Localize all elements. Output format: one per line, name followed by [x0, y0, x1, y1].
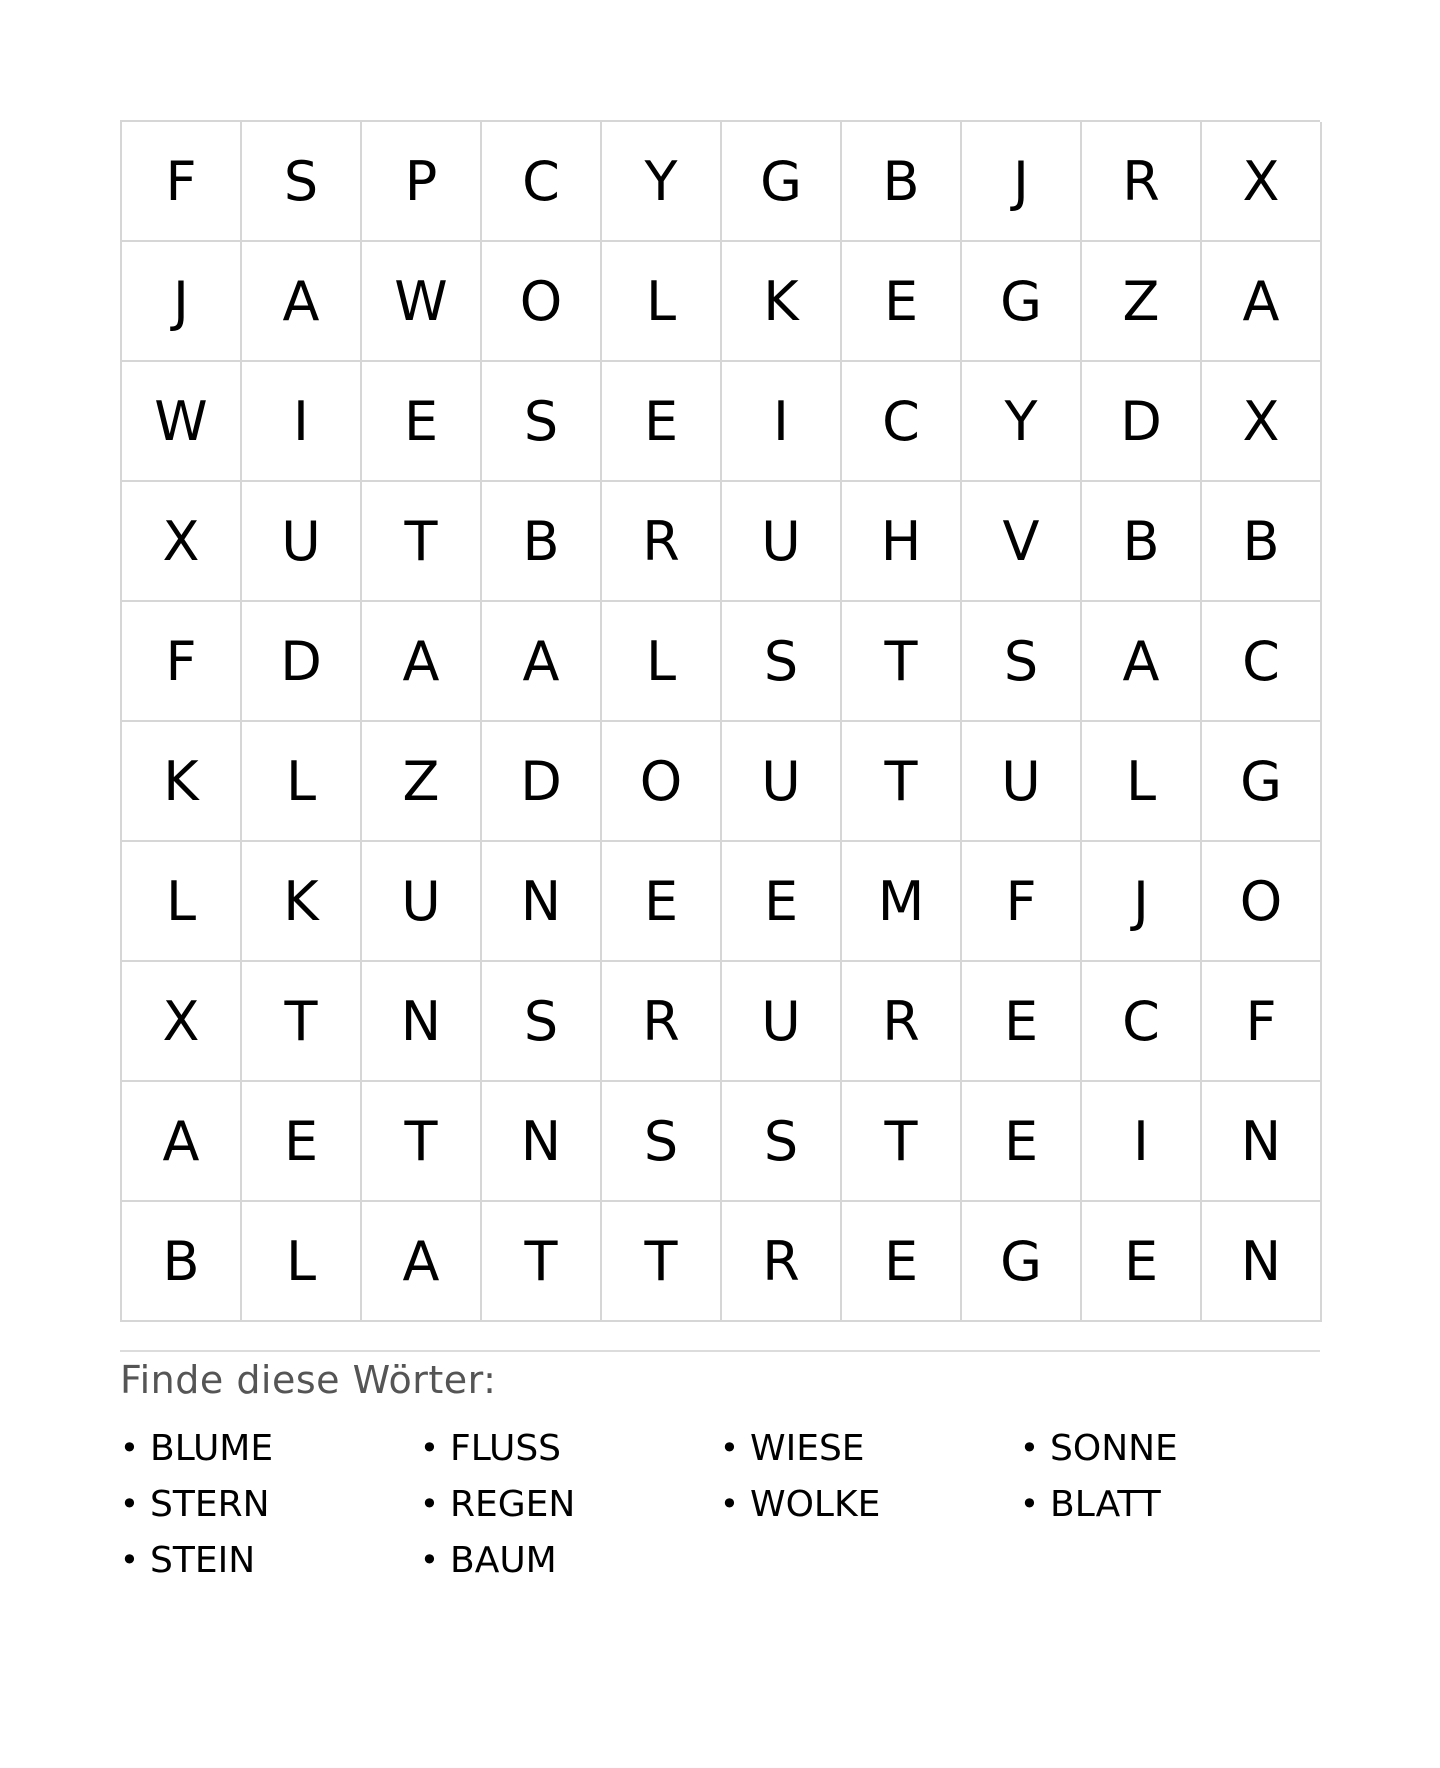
bullet-icon: •: [420, 1429, 439, 1467]
grid-cell[interactable]: B: [482, 482, 602, 602]
grid-cell[interactable]: T: [242, 962, 362, 1082]
grid-cell[interactable]: C: [482, 122, 602, 242]
word-label: BAUM: [450, 1539, 557, 1581]
grid-cell[interactable]: U: [722, 482, 842, 602]
grid-cell[interactable]: J: [122, 242, 242, 362]
word-label: BLATT: [1050, 1483, 1161, 1525]
bullet-icon: •: [120, 1541, 139, 1579]
bullet-icon: •: [1020, 1485, 1039, 1523]
grid-cell[interactable]: E: [242, 1082, 362, 1202]
grid-cell[interactable]: S: [602, 1082, 722, 1202]
grid-cell[interactable]: P: [362, 122, 482, 242]
bullet-icon: •: [420, 1541, 439, 1579]
grid-cell[interactable]: O: [602, 722, 722, 842]
grid-cell[interactable]: I: [242, 362, 362, 482]
word-list-item: [420, 1420, 720, 1476]
grid-cell[interactable]: A: [1082, 602, 1202, 722]
word-list-item: [720, 1476, 1020, 1532]
grid-cell[interactable]: N: [362, 962, 482, 1082]
grid-cell[interactable]: X: [122, 962, 242, 1082]
grid-cell[interactable]: X: [1202, 362, 1322, 482]
grid-cell[interactable]: G: [722, 122, 842, 242]
grid-cell[interactable]: Z: [1082, 242, 1202, 362]
grid-cell[interactable]: S: [722, 602, 842, 722]
grid-cell[interactable]: E: [962, 962, 1082, 1082]
grid-cell[interactable]: E: [1082, 1202, 1202, 1322]
grid-cell[interactable]: N: [482, 1082, 602, 1202]
grid-cell[interactable]: L: [242, 722, 362, 842]
grid-cell[interactable]: S: [242, 122, 362, 242]
grid-cell[interactable]: G: [962, 1202, 1082, 1322]
word-search-puzzle: [120, 120, 1320, 1588]
grid-cell[interactable]: L: [602, 602, 722, 722]
word-list-item: [420, 1476, 720, 1532]
word-label: SONNE: [1050, 1427, 1178, 1469]
grid-cell[interactable]: O: [482, 242, 602, 362]
grid-cell[interactable]: G: [1202, 722, 1322, 842]
bullet-icon: •: [1020, 1429, 1039, 1467]
grid-cell[interactable]: A: [362, 602, 482, 722]
grid-cell[interactable]: X: [1202, 122, 1322, 242]
word-list-item: [720, 1420, 1020, 1476]
word-label: WOLKE: [750, 1483, 881, 1525]
word-list-item: [420, 1532, 720, 1588]
bullet-icon: •: [120, 1485, 139, 1523]
grid-cell[interactable]: Z: [362, 722, 482, 842]
grid-cell[interactable]: R: [722, 1202, 842, 1322]
grid-cell[interactable]: T: [842, 722, 962, 842]
grid-cell[interactable]: E: [602, 362, 722, 482]
grid-cell[interactable]: Y: [602, 122, 722, 242]
grid-cell[interactable]: I: [1082, 1082, 1202, 1202]
word-list-item: [120, 1420, 420, 1476]
grid-cell[interactable]: L: [122, 842, 242, 962]
grid-cell[interactable]: S: [962, 602, 1082, 722]
grid-cell[interactable]: S: [482, 362, 602, 482]
grid-cell[interactable]: Y: [962, 362, 1082, 482]
bullet-icon: •: [120, 1429, 139, 1467]
grid-cell[interactable]: W: [122, 362, 242, 482]
grid-cell[interactable]: W: [362, 242, 482, 362]
grid-cell[interactable]: E: [722, 842, 842, 962]
grid-cell[interactable]: U: [722, 722, 842, 842]
grid-cell[interactable]: T: [842, 602, 962, 722]
grid-cell[interactable]: B: [1082, 482, 1202, 602]
grid-cell[interactable]: C: [1202, 602, 1322, 722]
grid-cell[interactable]: C: [842, 362, 962, 482]
grid-cell[interactable]: T: [842, 1082, 962, 1202]
word-list-item: [120, 1476, 420, 1532]
grid-cell[interactable]: X: [122, 482, 242, 602]
grid-cell[interactable]: K: [242, 842, 362, 962]
grid-cell[interactable]: L: [242, 1202, 362, 1322]
grid-cell[interactable]: R: [842, 962, 962, 1082]
grid-cell[interactable]: S: [722, 1082, 842, 1202]
grid-cell[interactable]: S: [482, 962, 602, 1082]
grid-cell[interactable]: V: [962, 482, 1082, 602]
grid-cell[interactable]: U: [962, 722, 1082, 842]
grid-cell[interactable]: D: [242, 602, 362, 722]
grid-cell[interactable]: I: [722, 362, 842, 482]
grid-cell[interactable]: J: [962, 122, 1082, 242]
word-label: REGEN: [450, 1483, 576, 1525]
word-list-item: [1020, 1420, 1320, 1476]
bullet-icon: •: [720, 1485, 739, 1523]
grid-cell[interactable]: A: [122, 1082, 242, 1202]
grid-cell[interactable]: F: [1202, 962, 1322, 1082]
grid-cell[interactable]: T: [362, 1082, 482, 1202]
grid-cell[interactable]: T: [482, 1202, 602, 1322]
grid-cell[interactable]: D: [1082, 362, 1202, 482]
divider: [120, 1350, 1320, 1352]
grid-cell[interactable]: B: [1202, 482, 1322, 602]
grid-cell[interactable]: H: [842, 482, 962, 602]
grid-cell[interactable]: E: [962, 1082, 1082, 1202]
word-list-heading: Finde diese Wörter:: [120, 1358, 497, 1402]
grid-cell[interactable]: E: [602, 842, 722, 962]
grid-cell[interactable]: L: [602, 242, 722, 362]
grid-cell[interactable]: K: [722, 242, 842, 362]
grid-cell[interactable]: R: [1082, 122, 1202, 242]
bullet-icon: •: [420, 1485, 439, 1523]
grid-cell[interactable]: C: [1082, 962, 1202, 1082]
grid-cell[interactable]: U: [242, 482, 362, 602]
grid-cell[interactable]: F: [962, 842, 1082, 962]
grid-cell[interactable]: T: [602, 1202, 722, 1322]
grid-cell[interactable]: B: [122, 1202, 242, 1322]
grid-cell[interactable]: F: [122, 122, 242, 242]
grid-cell[interactable]: K: [122, 722, 242, 842]
grid-cell[interactable]: U: [362, 842, 482, 962]
grid-cell[interactable]: N: [1202, 1202, 1322, 1322]
word-label: FLUSS: [450, 1427, 562, 1469]
grid-cell[interactable]: R: [602, 482, 722, 602]
word-label: STEIN: [150, 1539, 256, 1581]
grid-cell[interactable]: A: [242, 242, 362, 362]
word-list: [120, 1420, 1320, 1588]
grid-cell[interactable]: N: [482, 842, 602, 962]
grid-cell[interactable]: B: [842, 122, 962, 242]
grid-cell[interactable]: E: [362, 362, 482, 482]
grid-cell[interactable]: J: [1082, 842, 1202, 962]
letter-grid: [120, 120, 1320, 1322]
grid-cell[interactable]: D: [482, 722, 602, 842]
grid-cell[interactable]: O: [1202, 842, 1322, 962]
grid-cell[interactable]: T: [362, 482, 482, 602]
word-label: WIESE: [750, 1427, 865, 1469]
word-list-item: [120, 1532, 420, 1588]
word-label: BLUME: [150, 1427, 274, 1469]
grid-cell[interactable]: E: [842, 1202, 962, 1322]
grid-cell[interactable]: M: [842, 842, 962, 962]
grid-cell[interactable]: U: [722, 962, 842, 1082]
grid-cell[interactable]: A: [482, 602, 602, 722]
bullet-icon: •: [720, 1429, 739, 1467]
word-label: STERN: [150, 1483, 270, 1525]
word-list-item: [1020, 1476, 1320, 1532]
grid-cell[interactable]: R: [602, 962, 722, 1082]
grid-cell[interactable]: F: [122, 602, 242, 722]
grid-cell[interactable]: L: [1082, 722, 1202, 842]
grid-cell[interactable]: E: [842, 242, 962, 362]
grid-cell[interactable]: A: [1202, 242, 1322, 362]
grid-cell[interactable]: G: [962, 242, 1082, 362]
grid-cell[interactable]: A: [362, 1202, 482, 1322]
grid-cell[interactable]: N: [1202, 1082, 1322, 1202]
